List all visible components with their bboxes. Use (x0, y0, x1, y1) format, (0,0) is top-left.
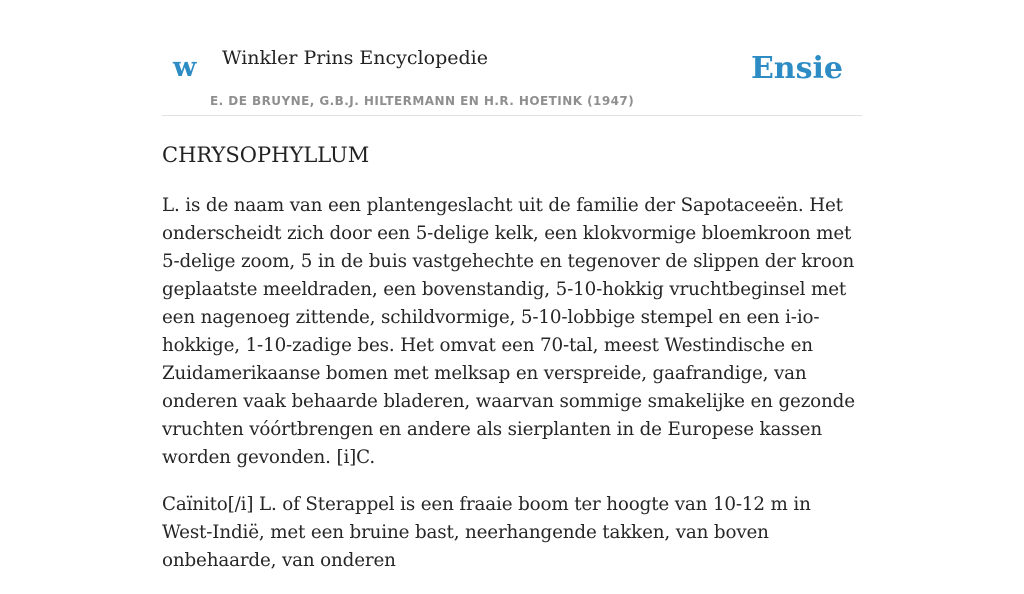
brand-logo[interactable]: Ensie (750, 51, 843, 86)
article-title: CHRYSOPHYLLUM (162, 143, 370, 167)
article-paragraph: Caïnito[/i] L. of Sterappel is een fraaie boom ter hoogte van 10-12 m in West-Indië, met een bruine bast, neerhangende takken, van boven onbehaarde, van onderen (162, 494, 811, 571)
site-header (162, 0, 862, 116)
article-paragraph: L. is de naam van een plantengeslacht uit de familie der Sapotaceeën. Het onderscheidt zich door een 5-delige kelk, een klokvormige bloemkroon met 5-delige zoom, 5 in de buis vastgehechte en tegenover de slippen der kroon geplaatste meeldraden, een bovenstandig, 5-10-hokkig vruchtbeginsel met een nagenoeg zittende, schildvormige, 5-10-lobbige stempel en een i-io-hokkige, 1-10-zadige bes. Het omvat een 70-tal, meest Westindische en Zuidamerikaanse bomen met melksap en verspreide, gaafrandige, van onderen vaak behaarde bladeren, waarvan sommige smakelijke en gezonde vruchten vóórtbrengen en andere als sierplanten in de Europese kassen worden gevonden. [i]C. (162, 195, 855, 468)
site-logo-icon[interactable]: w (173, 52, 197, 83)
source-authors: E. DE BRUYNE, G.B.J. HILTERMANN EN H.R. HOETINK (1947) (210, 94, 635, 108)
article-body (162, 192, 864, 594)
site-title[interactable]: Winkler Prins Encyclopedie (222, 47, 488, 69)
